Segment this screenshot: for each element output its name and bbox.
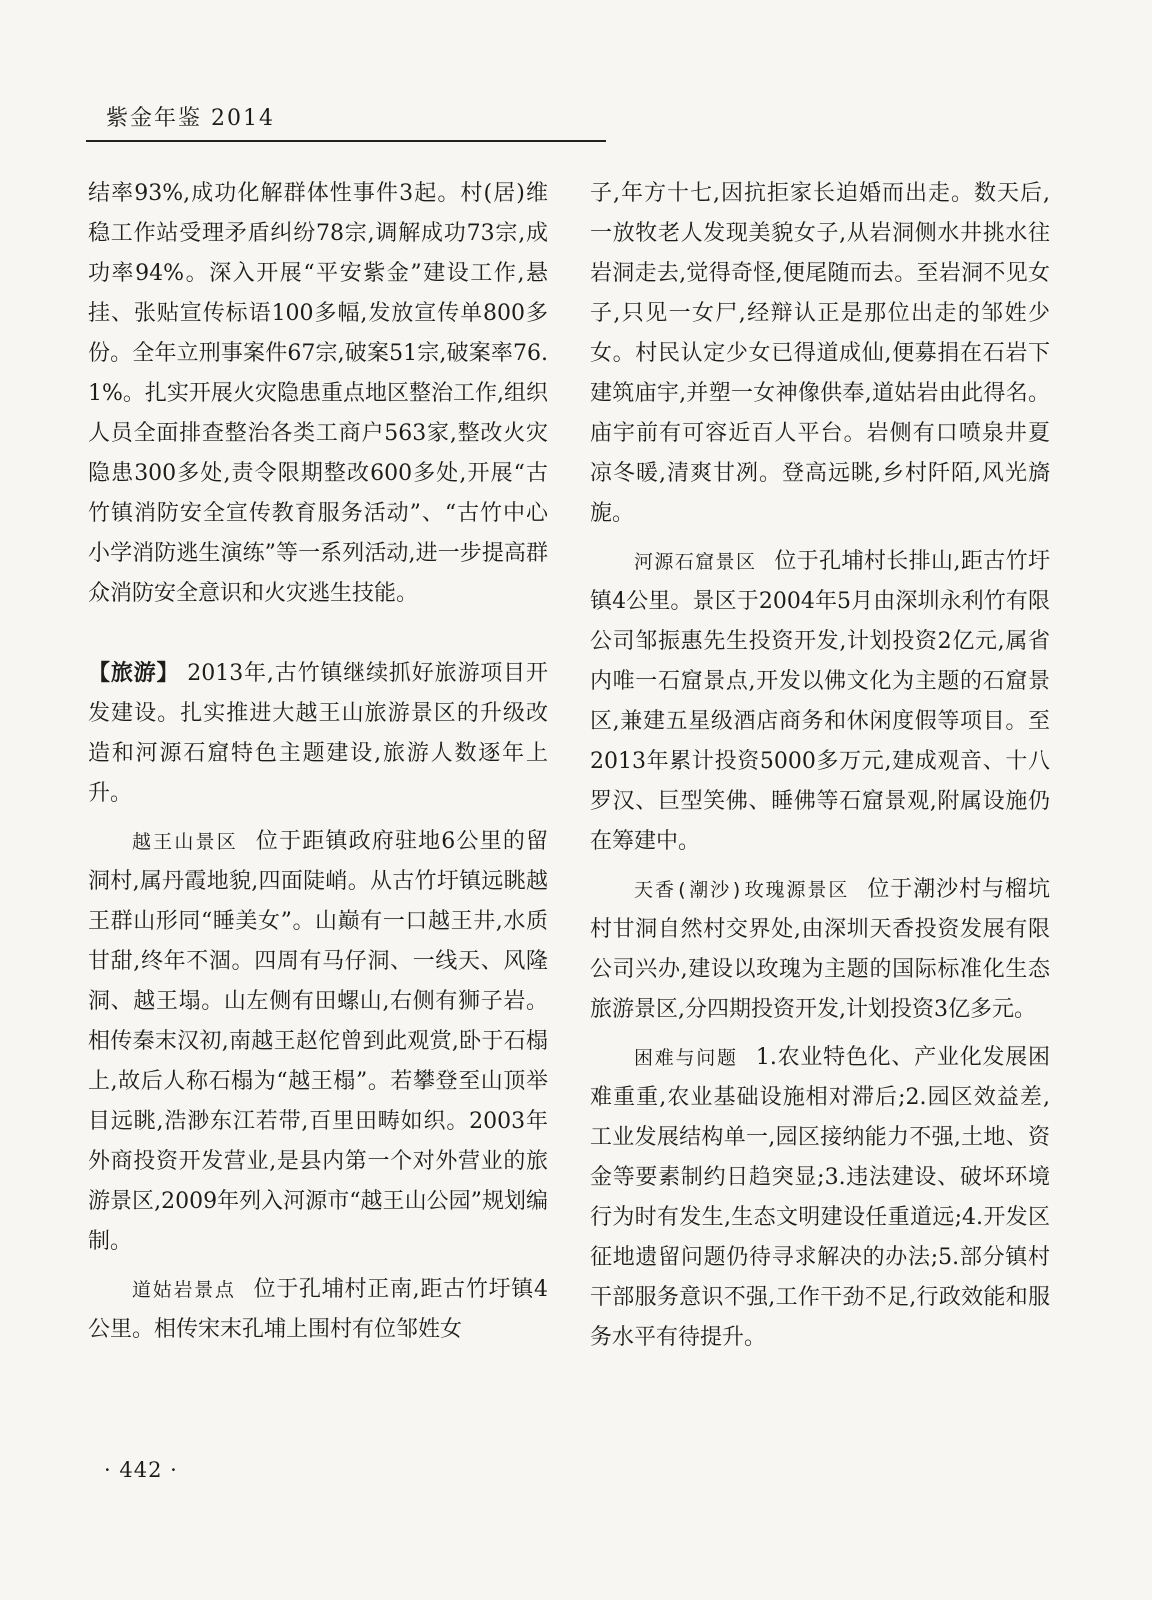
heyuan-heading: 河源石窟景区	[634, 551, 757, 573]
daogu-text: 位于孔埔村正南,距古竹圩镇4公里。相传宋末孔埔上围村有位邹姓女	[88, 1277, 548, 1342]
section-gap	[88, 614, 548, 654]
paragraph-gap	[590, 862, 1050, 870]
tianxiang-paragraph	[590, 870, 1050, 1030]
yuewang-paragraph	[88, 822, 548, 1262]
problems-heading: 困难与问题	[634, 1047, 738, 1069]
paragraph-gap	[590, 534, 1050, 542]
tianxiang-text: 位于潮沙村与榴坑村甘洞自然村交界处,由深圳天香投资发展有限公司兴办,建设以玫瑰为主题的国际标准化生态旅游景区,分四期投资开发,计划投资3亿多元。	[590, 877, 1050, 1022]
yuewang-heading: 越王山景区	[132, 831, 238, 853]
page-number: · 442 ·	[104, 1458, 178, 1482]
right-column	[590, 174, 1050, 1358]
tourism-section-tag: 【旅游】	[88, 661, 180, 686]
daogu-heading: 道姑岩景点	[132, 1279, 236, 1301]
tianxiang-heading: 天香(潮沙)玫瑰源景区	[634, 879, 850, 901]
tourism-text: 2013年,古竹镇继续抓好旅游项目开发建设。扎实推进大越王山旅游景区的升级改造和河源石窟特色主题建设,旅游人数逐年上升。	[88, 661, 548, 806]
daogu-paragraph	[88, 1270, 548, 1350]
paragraph-gap	[88, 814, 548, 822]
yuewang-text: 位于距镇政府驻地6公里的留洞村,属丹霞地貌,四面陡峭。从古竹圩镇远眺越王群山形同“睡美女”。山巅有一口越王井,水质甘甜,终年不涸。四周有马仔洞、一线天、风隆洞、越王塌。山左侧有田螺山,右侧有狮子岩。相传秦末汉初,南越王赵佗曾到此观赏,卧于石榻上,故后人称石榻为“越王榻”。若攀登至山顶举目远眺,浩渺东江若带,百里田畴如织。2003年外商投资开发营业,是县内第一个对外营业的旅游景区,2009年列入河源市“越王山公园”规划编制。	[88, 829, 548, 1254]
problems-text: 1.农业特色化、产业化发展困难重重,农业基础设施相对滞后;2.园区效益差,工业发展结构单一,园区接纳能力不强,土地、资金等要素制约日趋突显;3.违法建设、破坏环境行为时有发生,生态文明建设任重道远;4.开发区征地遗留问题仍待寻求解决的办法;5.部分镇村干部服务意识不强,工作干劲不足,行政效能和服务水平有待提升。	[590, 1045, 1050, 1350]
problems-paragraph	[590, 1038, 1050, 1358]
running-header: 紫金年鉴 2014	[106, 106, 275, 131]
heyuan-paragraph	[590, 542, 1050, 862]
tourism-paragraph	[88, 654, 548, 814]
daogu-continued-paragraph: 子,年方十七,因抗拒家长迫婚而出走。数天后,一放牧老人发现美貌女子,从岩洞侧水井挑水往岩洞走去,觉得奇怪,便尾随而去。至岩洞不见女子,只见一女尸,经辩认正是那位出走的邹姓少女。村民认定少女已得道成仙,便募捐在石岩下建筑庙宇,并塑一女神像供奉,道姑岩由此得名。庙宇前有可容近百人平台。岩侧有口喷泉井夏凉冬暖,清爽甘冽。登高远眺,乡村阡陌,风光旖旎。	[590, 181, 1050, 526]
left-column	[88, 174, 548, 1350]
paragraph-gap	[88, 1262, 548, 1270]
header-rule	[86, 140, 606, 142]
paragraph-gap	[590, 1030, 1050, 1038]
heyuan-text: 位于孔埔村长排山,距古竹圩镇4公里。景区于2004年5月由深圳永利竹有限公司邹振惠先生投资开发,计划投资2亿元,属省内唯一石窟景点,开发以佛文化为主题的石窟景区,兼建五星级酒店商务和休闲度假等项目。至2013年累计投资5000多万元,建成观音、十八罗汉、巨型笑佛、睡佛等石窟景观,附属设施仍在筹建中。	[590, 549, 1050, 854]
security-paragraph: 结率93%,成功化解群体性事件3起。村(居)维稳工作站受理矛盾纠纷78宗,调解成功73宗,成功率94%。深入开展“平安紫金”建设工作,悬挂、张贴宣传标语100多幅,发放宣传单800多份。全年立刑事案件67宗,破案51宗,破案率76.1%。扎实开展火灾隐患重点地区整治工作,组织人员全面排查整治各类工商户563家,整改火灾隐患300多处,责令限期整改600多处,开展“古竹镇消防安全宣传教育服务活动”、“古竹中心小学消防逃生演练”等一系列活动,进一步提高群众消防安全意识和火灾逃生技能。	[88, 181, 548, 606]
